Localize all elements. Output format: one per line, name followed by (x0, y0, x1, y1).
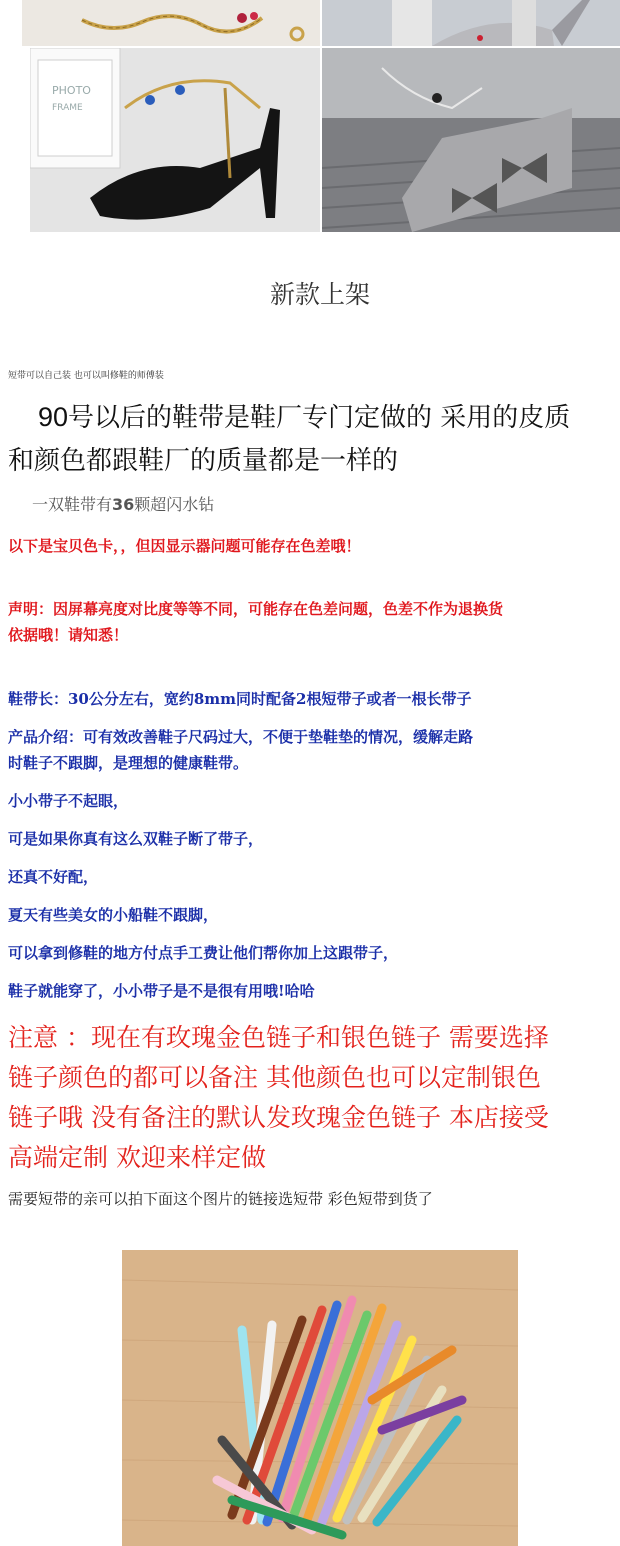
spec-paragraph-2: 可是如果你真有这么双鞋子断了带子， (8, 830, 264, 848)
notice-line-4: 高端定制 欢迎来样定做 (8, 1143, 266, 1172)
svg-text:PHOTO: PHOTO (52, 84, 91, 97)
spec-paragraph-3: 还真不好配， (8, 868, 99, 886)
notice-line-3: 链子哦 没有备注的默认发玫瑰金色链子 本店接受 (8, 1103, 549, 1132)
spec-paragraph-4: 夏天有些美女的小船鞋不跟脚， (8, 906, 219, 924)
notice-line-1: 注意 ：现在有玫瑰金色链子和银色链子 需要选择 (8, 1023, 549, 1052)
disclaimer-line-1: 声明：因屏幕亮度对比度等等不同，可能存在色差问题，色差不作为退换货 (8, 600, 504, 618)
rhinestone-suffix: 颗超闪水钻 (134, 495, 215, 514)
colorful-straps-photo (122, 1250, 518, 1546)
intro-number: 90 (38, 402, 69, 432)
black-heel-photo (30, 48, 320, 232)
silver-heel-photo (322, 48, 620, 232)
short-strap-note: 需要短带的亲可以拍下面这个图片的链接选短带 彩色短带到货了 (8, 1190, 433, 1208)
spec-paragraph-6: 鞋子就能穿了，小小带子是不是很有用哦!哈哈 (8, 982, 315, 1000)
top-right-product-photo (322, 0, 620, 46)
install-note: 短带可以自己装 也可以叫修鞋的师傅装 (8, 371, 164, 381)
headline: 新款上架 (269, 280, 370, 309)
intro-line-2: 和颜色都跟鞋厂的质量都是一样的 (8, 446, 399, 476)
svg-text:FRAME: FRAME (52, 103, 83, 113)
strap-length-spec: 鞋带长：30公分左右，宽约8mm同时配备2根短带子或者一根长带子 (8, 690, 472, 708)
rhinestone-prefix: 一双鞋带有 (32, 495, 113, 514)
disclaimer-line-2: 依据哦！请知悉！ (8, 626, 129, 644)
product-intro-line-2: 时鞋子不跟脚，是理想的健康鞋带。 (8, 754, 249, 772)
intro-line-1-text: 号以后的鞋带是鞋厂专门定做的 采用的皮质 (68, 403, 571, 433)
intro-line-1 (38, 397, 570, 434)
spec-paragraph-5: 可以拿到修鞋的地方付点手工费让他们帮你加上这跟带子， (8, 944, 399, 962)
color-card-note: 以下是宝贝色卡，，但因显示器问题可能存在色差哦！ (8, 537, 361, 555)
rhinestone-count-line (32, 492, 214, 515)
product-intro-line-1: 产品介绍：可有效改善鞋子尺码过大，不便于垫鞋垫的情况，缓解走路 (8, 728, 474, 746)
notice-line-2: 链子颜色的都可以备注 其他颜色也可以定制银色 (8, 1063, 541, 1092)
top-left-product-photo (22, 0, 320, 46)
spec-paragraph-1: 小小带子不起眼， (8, 792, 129, 810)
rhinestone-count: 36 (112, 495, 135, 514)
